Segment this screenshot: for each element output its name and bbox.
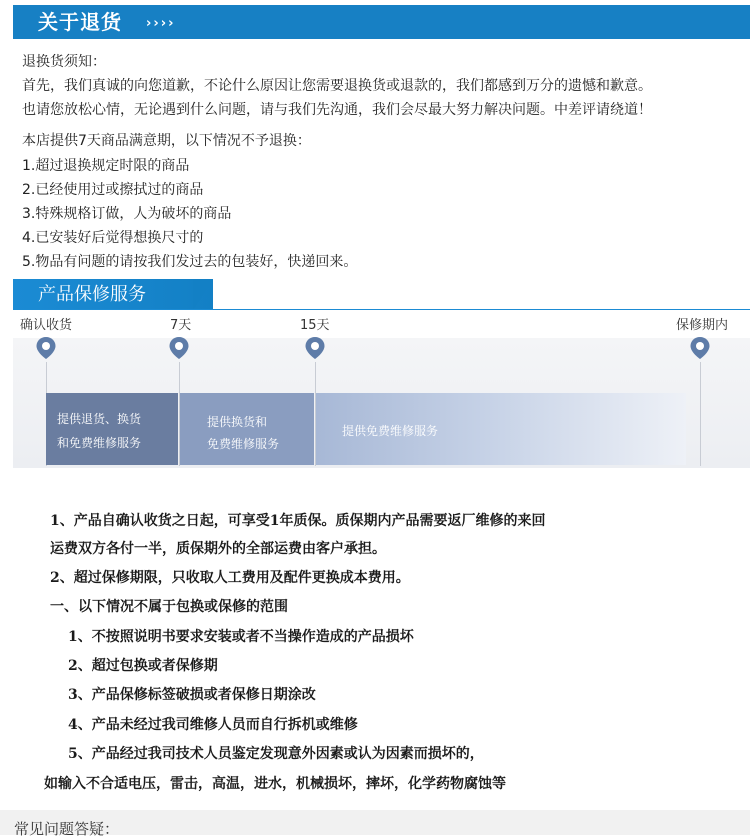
notice-heading: 退换货须知： bbox=[22, 54, 106, 70]
location-pin-icon bbox=[167, 336, 191, 360]
policy-item: 4.已安装好后觉得想换尺寸的 bbox=[22, 230, 204, 246]
service-title: 产品保修服务 bbox=[38, 284, 146, 305]
location-pin-icon bbox=[688, 336, 712, 360]
policy-item: 5.物品有问题的请按我们发过去的包装好，快递回来。 bbox=[22, 254, 358, 270]
timeline-label-7days: 7天 bbox=[170, 318, 192, 333]
timeline-label-15days: 15天 bbox=[300, 318, 330, 333]
term-1-line-1: 1、产品自确认收货之日起，可享受1年质保。质保期内产品需要返厂维修的来回 bbox=[50, 513, 546, 529]
segment-return-line-2: 和免费维修服务 bbox=[57, 436, 142, 450]
segment-exchange-line-1: 提供换货和 bbox=[207, 415, 268, 429]
exclusion-item: 3、产品保修标签破损或者保修日期涂改 bbox=[68, 687, 316, 703]
policy-item: 1.超过退换规定时限的商品 bbox=[22, 158, 190, 174]
header-arrows-icon: ›››› bbox=[146, 16, 176, 31]
term-2: 2、超过保修期限，只收取人工费用及配件更换成本费用。 bbox=[50, 570, 410, 586]
term-1-line-2: 运费双方各付一半，质保期外的全部运费由客户承担。 bbox=[50, 541, 386, 557]
segment-return-line-1: 提供退货、换货 bbox=[57, 412, 142, 426]
exclusion-item: 1、不按照说明书要求安装或者不当操作造成的产品损坏 bbox=[68, 629, 414, 645]
exclusion-item: 4、产品未经过我司维修人员而自行拆机或维修 bbox=[68, 717, 358, 733]
policy-intro: 本店提供7天商品满意期，以下情况不予退换： bbox=[22, 133, 311, 149]
exclusion-item: 2、超过包换或者保修期 bbox=[68, 658, 218, 674]
location-pin-icon bbox=[303, 336, 327, 360]
exclusion-item: 5、产品经过我司技术人员鉴定发现意外因素或认为因素而损坏的， bbox=[68, 746, 484, 762]
segment-repair-label: 提供免费维修服务 bbox=[342, 424, 439, 438]
timeline-divider bbox=[700, 362, 701, 466]
exclusions-heading: 一、以下情况不属于包换或保修的范围 bbox=[50, 599, 288, 615]
segment-exchange-line-2: 免费维修服务 bbox=[207, 437, 280, 451]
timeline-label-received: 确认收货 bbox=[20, 318, 73, 333]
section-header-bar bbox=[13, 5, 750, 39]
notice-line-1: 首先，我们真诚的向您道歉，不论什么原因让您需要退换货或退款的，我们都感到万分的遗憾和歉意。 bbox=[22, 78, 652, 94]
location-pin-icon bbox=[34, 336, 58, 360]
notice-line-2: 也请您放松心情，无论遇到什么问题，请与我们先沟通，我们会尽最大努力解决问题。中差评请绕道！ bbox=[22, 102, 652, 118]
faq-title: 常见问题答疑： bbox=[14, 820, 120, 838]
section-title: 关于退货 bbox=[38, 10, 122, 34]
policy-item: 3.特殊规格订做，人为破坏的商品 bbox=[22, 206, 232, 222]
timeline-label-warranty: 保修期内 bbox=[676, 318, 729, 333]
policy-item: 2.已经使用过或擦拭过的商品 bbox=[22, 182, 204, 198]
service-banner-tip bbox=[193, 279, 213, 310]
exclusion-item-continuation: 如输入不合适电压，雷击，高温，进水，机械损坏，摔坏，化学药物腐蚀等 bbox=[44, 776, 506, 792]
